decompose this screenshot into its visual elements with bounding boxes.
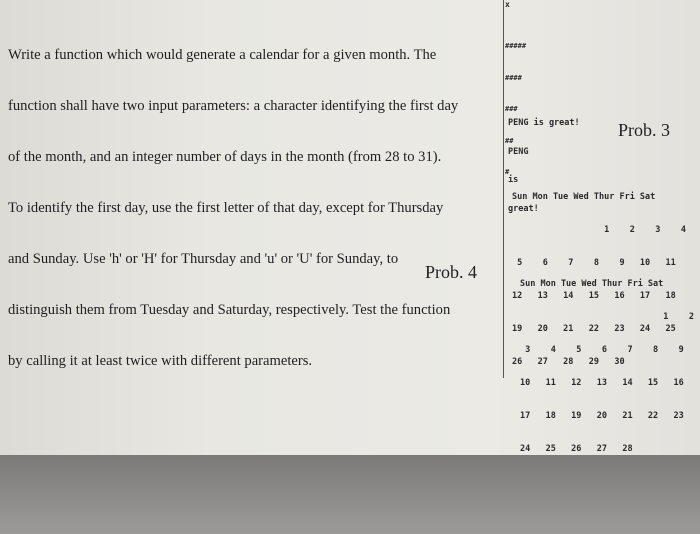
text-line: Write a function which would generate a calendar for a given month. The [8, 47, 437, 63]
calendar-row: 12 13 14 15 16 17 18 [512, 291, 676, 301]
calendar-row: 19 20 21 22 23 24 25 [512, 324, 676, 334]
problem-statement [8, 13, 498, 404]
greeting-line: is [508, 175, 519, 185]
calendar-header: Sun Mon Tue Wed Thur Fri Sat [512, 192, 656, 202]
calendar-header: Sun Mon Tue Wed Thur Fri Sat [520, 279, 664, 289]
calendar-row: 17 18 19 20 21 22 23 [520, 411, 684, 421]
text-line: by calling it at least twice with different parameters. [8, 353, 313, 369]
text-line: distinguish them from Tuesday and Saturday, respectively. Test the function [8, 302, 451, 318]
pyramid-row: ### [505, 105, 518, 113]
calendar-row: 1 2 3 4 [512, 225, 686, 235]
prob3-label: Prob. 3 [618, 120, 671, 140]
pyramid-row: ## [505, 136, 514, 145]
calendar-row: 1 2 [520, 312, 694, 322]
calendar-row: 24 25 26 27 28 [520, 444, 633, 454]
column-divider [503, 0, 504, 378]
pyramid-row: #### [505, 73, 522, 82]
greeting-line: PENG [508, 146, 529, 157]
pyramid-row: # [505, 168, 510, 176]
calendar-row: 26 27 28 29 30 [512, 357, 625, 367]
pyramid-row: ##### [505, 42, 527, 50]
greeting-line: PENG is great! [508, 118, 580, 128]
calendar-row: 10 11 12 13 14 15 16 [520, 378, 684, 388]
text-line: function shall have two input parameters: a character identifying the first day [8, 98, 459, 114]
greeting-line: great! [508, 203, 539, 214]
text-line: and Sunday. Use 'h' or 'H' for Thursday and 'u' or 'U' for Sunday, to [8, 251, 399, 267]
calendar-row: 3 4 5 6 7 8 9 [520, 345, 684, 355]
text-line: To identify the first day, use the first letter of that day, except for Thursday [8, 200, 444, 216]
text-line: of the month, and an integer number of days in the month (from 28 to 31). [8, 149, 442, 165]
prob4-label: Prob. 4 [425, 262, 478, 282]
corner-mark: x [505, 0, 510, 9]
table-surface [0, 455, 700, 534]
calendar-row: 5 6 7 8 9 10 11 [512, 258, 676, 268]
calendar-output-2 [520, 257, 694, 477]
